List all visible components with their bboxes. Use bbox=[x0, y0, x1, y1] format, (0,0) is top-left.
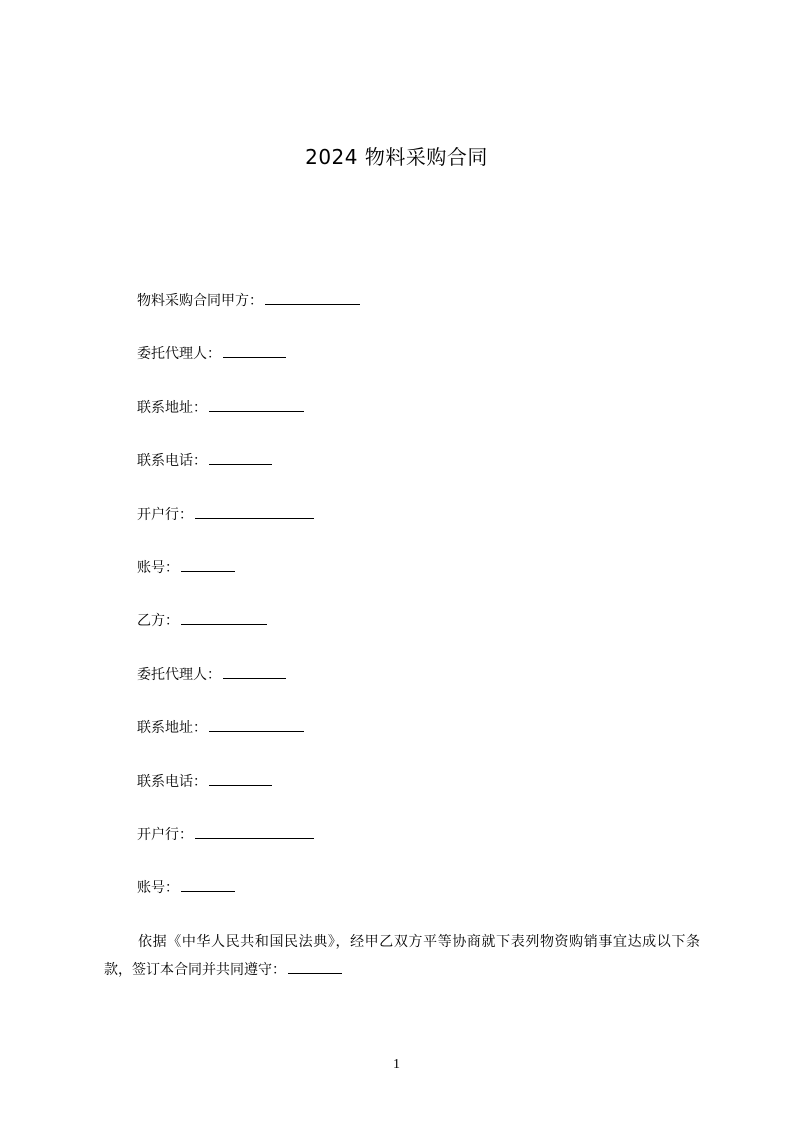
fill-in-blank[interactable] bbox=[223, 341, 286, 358]
fill-in-blank[interactable] bbox=[181, 875, 235, 892]
party-b-agent-field bbox=[137, 662, 360, 715]
document-title: 2024 物料采购合同 bbox=[305, 145, 488, 169]
party-b-bank-field bbox=[137, 822, 360, 875]
party-b-field bbox=[137, 608, 360, 661]
paragraph-text: 依据《中华人民共和国民法典》，经甲乙双方平等协商就下表列物资购销事宜达成以下条款，签订本合同并共同遵守： bbox=[104, 934, 700, 978]
party-b-phone-field bbox=[137, 769, 360, 822]
fill-in-blank[interactable] bbox=[209, 715, 304, 732]
party-a-phone-field bbox=[137, 448, 360, 501]
page-number: 1 bbox=[393, 1057, 400, 1072]
field-label: 物料采购合同甲方： bbox=[137, 293, 263, 309]
field-label: 联系电话： bbox=[137, 773, 207, 790]
party-a-agent-field bbox=[137, 341, 360, 394]
field-label: 开户行： bbox=[137, 506, 193, 523]
field-label: 账号： bbox=[137, 880, 179, 897]
party-a-field bbox=[137, 288, 360, 341]
fill-in-blank[interactable] bbox=[288, 957, 342, 974]
field-label: 委托代理人： bbox=[137, 346, 221, 363]
party-a-bank-field bbox=[137, 502, 360, 555]
field-label: 联系地址： bbox=[137, 720, 207, 737]
field-label: 委托代理人： bbox=[137, 666, 221, 683]
fill-in-blank[interactable] bbox=[181, 555, 235, 572]
party-a-address-field bbox=[137, 395, 360, 448]
fill-in-blank[interactable] bbox=[209, 769, 272, 786]
field-label: 账号： bbox=[137, 559, 179, 576]
field-label: 联系地址： bbox=[137, 399, 207, 416]
fill-in-blank[interactable] bbox=[223, 662, 286, 679]
field-label: 联系电话： bbox=[137, 453, 207, 470]
fill-in-blank[interactable] bbox=[265, 288, 360, 305]
fill-in-blank[interactable] bbox=[209, 395, 304, 412]
fill-in-blank[interactable] bbox=[195, 502, 314, 519]
field-label: 乙方： bbox=[137, 613, 179, 630]
party-fields-list bbox=[137, 288, 360, 929]
fill-in-blank[interactable] bbox=[181, 608, 267, 625]
fill-in-blank[interactable] bbox=[209, 448, 272, 465]
party-a-account-field bbox=[137, 555, 360, 608]
party-b-address-field bbox=[137, 715, 360, 768]
fill-in-blank[interactable] bbox=[195, 822, 314, 839]
agreement-paragraph bbox=[104, 928, 700, 984]
party-b-account-field bbox=[137, 875, 360, 928]
field-label: 开户行： bbox=[137, 826, 193, 843]
